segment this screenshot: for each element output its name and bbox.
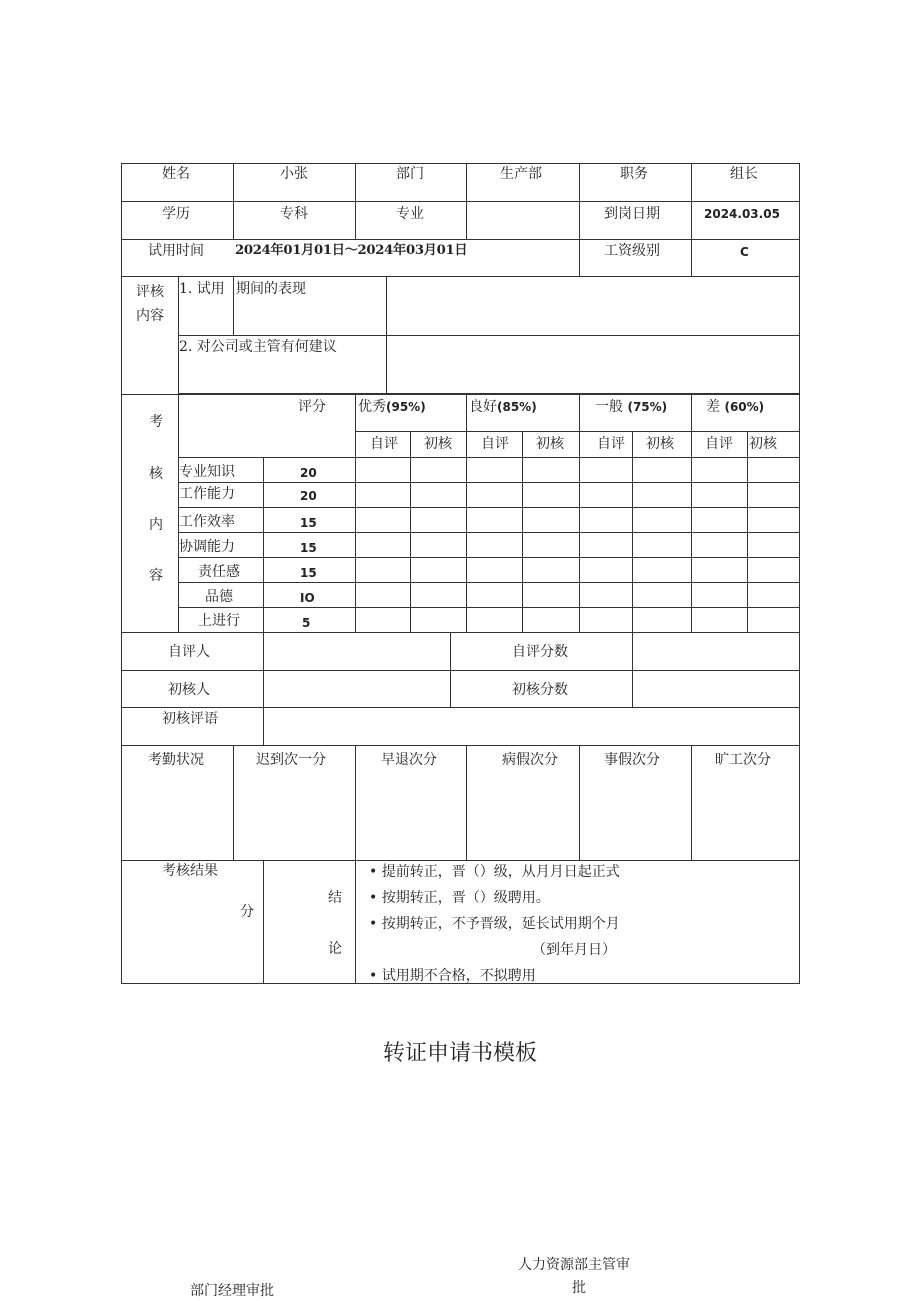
initial-comment-label: 初核评语: [162, 711, 218, 727]
score-header: 评分: [298, 399, 326, 415]
dept-manager-approval: 部门经理审批: [190, 1283, 274, 1299]
assessment-side-char-2: 核: [149, 466, 163, 482]
hr-approval-line2: 批: [572, 1280, 586, 1296]
review-item1-b: 期间的表现: [236, 281, 306, 297]
name-value: 小张: [280, 166, 308, 182]
initial-eval-header: 初核: [749, 436, 777, 452]
review-label-line2: 内容: [136, 308, 164, 324]
arrival-label: 到岗日期: [604, 206, 660, 222]
document-title: 转证申请书模板: [382, 1041, 537, 1066]
wage-label: 工资级别: [604, 243, 660, 259]
major-label: 专业: [396, 206, 424, 222]
result-jie: 结: [328, 890, 342, 906]
attendance-early: 早退次分: [381, 752, 437, 768]
item-score: 15: [300, 541, 317, 555]
item-score: IO: [300, 591, 315, 605]
result-option: • 提前转正，晋（）级，从月月日起正式: [369, 864, 620, 880]
attendance-absent: 旷工次分: [715, 752, 771, 768]
item-score: 5: [302, 616, 311, 630]
initial-reviewer-label: 初核人: [168, 682, 210, 698]
self-eval-header: 自评: [705, 436, 733, 452]
result-fen: 分: [240, 904, 254, 920]
self-eval-header: 自评: [597, 436, 625, 452]
item-score: 15: [300, 566, 317, 580]
hr-approval-line1: 人力资源部主管审: [518, 1257, 630, 1273]
item-name: 责任感: [198, 564, 240, 580]
grade-average: 一般 (75%): [595, 399, 668, 415]
initial-eval-header: 初核: [646, 436, 674, 452]
initial-score-label: 初核分数: [512, 682, 568, 698]
attendance-late: 迟到次一分: [256, 752, 326, 768]
item-score: 20: [300, 489, 317, 503]
name-label: 姓名: [162, 166, 190, 182]
edu-value: 专科: [280, 206, 308, 222]
item-name: 工作能力: [179, 486, 235, 502]
attendance-label: 考勤状况: [148, 752, 204, 768]
item-name: 协调能力: [179, 539, 235, 555]
item-name: 工作效率: [179, 514, 235, 530]
item-score: 15: [300, 516, 317, 530]
trial-value: 2024年01月01日～2024年03月01日: [235, 243, 468, 258]
dept-value: 生产部: [500, 166, 542, 182]
self-score-label: 自评分数: [512, 644, 568, 660]
item-score: 20: [300, 466, 317, 480]
wage-value: C: [740, 245, 749, 259]
item-name: 品德: [205, 589, 233, 605]
result-option: • 按期转正，晋（）级聘用。: [369, 890, 550, 906]
initial-eval-header: 初核: [424, 436, 452, 452]
attendance-personal: 事假次分: [604, 752, 660, 768]
grade-excellent: 优秀(95%): [358, 399, 426, 415]
self-eval-header: 自评: [370, 436, 398, 452]
grade-good: 良好(85%): [469, 399, 537, 415]
attendance-sick: 病假次分: [502, 752, 558, 768]
result-option: • 试用期不合格，不拟聘用: [369, 968, 536, 984]
edu-label: 学历: [162, 206, 190, 222]
position-label: 职务: [620, 166, 648, 182]
result-lun: 论: [328, 941, 342, 957]
assessment-side-char-1: 考: [149, 414, 163, 430]
review-item1-a: 1. 试用: [179, 281, 225, 297]
assessment-side-char-3: 内: [149, 517, 163, 533]
review-item2: 2. 对公司或主管有何建议: [179, 339, 337, 355]
position-value: 组长: [730, 166, 758, 182]
result-option-date: （到年月日）: [532, 942, 616, 958]
trial-label: 试用时间: [148, 243, 204, 259]
grade-poor: 差 (60%): [706, 399, 765, 415]
dept-label: 部门: [396, 166, 424, 182]
review-label-line1: 评核: [136, 284, 164, 300]
self-eval-header: 自评: [481, 436, 509, 452]
arrival-value: 2024.03.05: [704, 207, 780, 221]
self-reviewer-label: 自评人: [168, 644, 210, 660]
initial-eval-header: 初核: [536, 436, 564, 452]
item-name: 上进行: [198, 613, 240, 629]
item-name: 专业知识: [179, 464, 235, 480]
result-option: • 按期转正，不予晋级，延长试用期个月: [369, 916, 620, 932]
assessment-side-char-4: 容: [149, 568, 163, 584]
result-label: 考核结果: [162, 863, 218, 879]
